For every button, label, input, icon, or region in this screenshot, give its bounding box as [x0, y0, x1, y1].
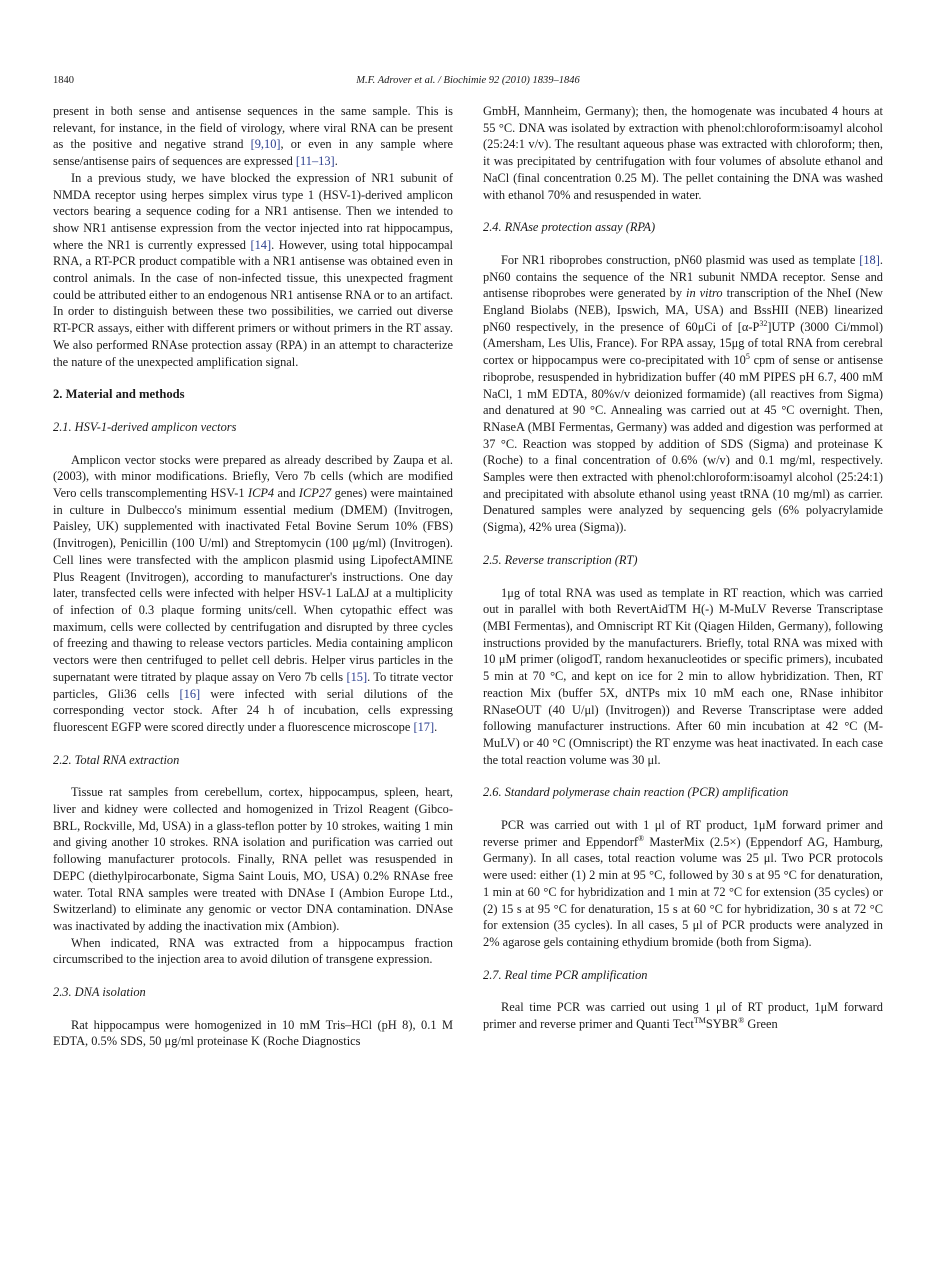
intro-paragraph-1: present in both sense and antisense sequences in the same sample. This is relevant, for instance, in the field of virology, where viral RNA can be present as the positive and negative strand [9,10], or even in any sample where sense/antisense pairs of sequences are expressed [11–13]. — [53, 104, 453, 169]
page-number: 1840 — [53, 75, 74, 86]
citation-link[interactable]: [16] — [179, 686, 201, 701]
body-paragraph: Amplicon vector stocks were prepared as already described by Zaupa et al. (2003), with minor modifications. Briefly, Vero 7b cells (which are modified Vero cells transcomplementing HSV-1 ICP4 and ICP27 genes) were maintained in culture in Dulbecco's minimum essential medium (DMEM) (Invitrogen, Paisley, UK) supplemented with inactivated Fetal Bovine Serum 10% (FBS) (Invitrogen), Penicillin (100 U/ml) and Streptomycin (100 μg/ml) (Invitrogen). Cell lines were transfected with the amplicon plasmid using LipofectAMINE Plus Reagent (Invitrogen), according to manufacturer's instructions. One day later, transfected cells were infected with helper HSV-1 LaLΔJ at a multiplicity of infection of 0.3 plaque forming units/cell. When cytopathic effect was maximum, cells were collected by centrifugation and disrupted by three cycles of freezing and thawing to release vectors particles. Media containing amplicon vectors were then centrifuged to pellet cell debris. Helper virus particles in the supernatant were titrated by plaque assay on Vero 7b cells [15]. To titrate vector particles, Gli36 cells [16] were infected with serial dilutions of the corresponding vector stock. After 24 h of incubation, cells expressing fluorescent EGFP were scored directly under a fluorescence microscope [17]. — [53, 452, 453, 734]
subsection-heading: 2.4. RNAse protection assay (RPA) — [483, 220, 656, 235]
citation-link[interactable]: [9,10] — [250, 137, 281, 152]
body-paragraph: Real time PCR was carried out using 1 μl of RT product, 1μM forward primer and reverse primer and Quanti Tect™SYBR® Green — [483, 1000, 883, 1032]
intro-paragraph-2: In a previous study, we have blocked the expression of NR1 subunit of NMDA receptor using herpes simplex virus type 1 (HSV-1)-derived amplicon vectors bearing a sequence coding for a NR1 antisense. Then we intended to show NR1 antisense expression from the vector injected into rat hippocampus, where the NR1 is currently expressed [14]. However, using total hippocampal RNA, a RT-PCR product compatible with a NR1 antisense was obtained even in control animals. In the case of non-infected tissue, this unexpected fragment could be attributed either to an endogenous NR1 antisense RNA or to an artifact. In order to distinguish between these two possibilities, we carried out diverse RT-PCR assays, either with different primers or without primers in the RT assay. We also performed RNAse protection assay (RPA) in an attempt to characterize the nature of the unexpected amplification signal. — [53, 170, 454, 369]
citation-link[interactable]: [14] — [250, 237, 272, 252]
running-head — [53, 74, 883, 88]
citation-link[interactable]: [18] — [859, 252, 880, 267]
citation-link[interactable]: [17] — [413, 719, 435, 734]
body-paragraph: GmbH, Mannheim, Germany); then, the homogenate was incubated 4 hours at 55 °C. DNA was isolated by extraction with phenol:chloroform:isoamyl alcohol (25:24:1 v/v). The resultant aqueous phase was extracted with chloroform; then, it was precipitated by centrifugation with four volumes of absolute ethanol and NaCl (final concentration 0.25 M). The pellet containing the DNA was washed with ethanol 70% and resuspended in water. — [483, 104, 883, 202]
right-column — [483, 103, 883, 1033]
subsection-heading: 2.5. Reverse transcription (RT) — [483, 552, 638, 567]
body-paragraph: PCR was carried out with 1 μl of RT product, 1μM forward primer and reverse primer and Eppendorf® MasterMix (2.5×) (Eppendorf AG, Hamburg, Germany). In all cases, total reaction volume was 25 μl. Two PCR protocols were used: either (1) 2 min at 95 °C, followed by 30 s at 95 °C for denaturation, 1 min at 60 °C for hybridization and 1 min at 72 °C for extension (35 cycles) or (2) 15 s at 95 °C for denaturation, 15 s at 60 °C for hybridization, 30 s at 72 °C for extension (35 cycles). In all cases, 5 μl of PCR products were analyzed in 2% agarose gels containing ethydium bromide (both from Sigma). — [483, 818, 883, 949]
subsection-heading: 2.3. DNA isolation — [53, 985, 146, 1000]
body-paragraph: Tissue rat samples from cerebellum, cortex, hippocampus, spleen, heart, liver and kidney were collected and homogenized in Trizol Reagent (Gibco-BRL, Rockville, Md, USA) in a glass-teflon potter by 10 strokes, waiting 1 min and giving another 10 strokes. RNA isolation and purification was carried out following manufacturer protocols. Finally, RNA pellet was resuspended in DEPC (diethylpirocarbonate, Sigma Saint Louis, MO, USA) 0.2% RNAse free water. Total RNA samples were treated with DNAse I (Ambion Europe Ltd., Switzerland) to eliminate any genomic or vector DNA contamination. DNAse was inactivated by adding the inactivation mix (Ambion). — [53, 785, 453, 933]
citation-link[interactable]: [15] — [346, 669, 368, 684]
subsection-heading: 2.2. Total RNA extraction — [53, 752, 180, 767]
subsection-heading: 2.6. Standard polymerase chain reaction (PCR) amplification — [483, 785, 789, 800]
journal-citation: M.F. Adrover et al. / Biochimie 92 (2010) 1839–1846 — [356, 75, 580, 86]
left-column — [53, 103, 453, 1050]
body-paragraph: Rat hippocampus were homogenized in 10 mM Tris–HCl (pH 8), 0.1 M EDTA, 0.5% SDS, 50 μg/ml proteinase K (Roche Diagnostics — [53, 1017, 453, 1049]
citation-link[interactable]: [11–13] — [295, 154, 335, 169]
subsection-heading: 2.1. HSV-1-derived amplicon vectors — [53, 419, 237, 434]
section-heading: 2. Material and methods — [53, 387, 185, 402]
body-paragraph: When indicated, RNA was extracted from a hippocampus fraction circumscribed to the injection area to avoid dilution of transgene expression. — [53, 935, 453, 967]
body-paragraph: For NR1 riboprobes construction, pN60 plasmid was used as template [18]. pN60 contains the sequence of the NR1 subunit NMDA receptor. Sense and antisense riboprobes were generated by in vitro transcription of the NheI (New England Biolabs (NEB), Ipswich, MA, USA) and BssHII (NEB) linearized pN60 respectively, in the presence of 60μCi of $[\alpha-P^{32}]UTP$ (3000 Ci/mmol) (Amersham, Les Ulis, France). For RPA assay, 15μg of total RNA from cerebral cortex or hippocampus were co-precipitated with $10^5$ cpm of sense or antisense riboprobe, resuspended in hybridization buffer (40 mM PIPES pH 6.7, 400 mM NaCl, 1 mM EDTA, 80%v/v deionized formamide) (all reactives from Sigma) and denatured at 90 °C. Annealing was carried out at 45 °C overnight. Then, RNaseA (MBI Fermentas, Germany) was added and digestion was performed at 37 °C. Reaction was stopped by addition of SDS (Sigma) and proteinase K (Roche) to a final concentration of 0.6% (w/v) and 0.1 mg/ml, respectively. Samples were then extracted with phenol:chloroform:isoamyl alcohol (25:24:1) and precipitated with absolute ethanol using yeast tRNA (10 mg/ml) as carrier. Denatured samples were analyzed by sequencing gels (6% polyacrylamide (Sigma), 42% urea (Sigma)). — [483, 252, 883, 535]
body-paragraph: 1μg of total RNA was used as template in RT reaction, which was carried out in parallel with both RevertAidTM H(-) M-MuLV Reverse Transcriptase (MBI Fermentas), and Omniscript RT Kit (Qiagen Hilden, Germany), following instructions provided by the manufacturers. Briefly, total RNA was mixed with 10 μM primer (oligodT, random hexanucleotides or specific primers), incubated 5 min at 70 °C, and kept on ice for 2 min to allow hybridization. Then, RT reaction Mix (buffer 5X, dNTPs mix 10 mM each one, RNase inhibitor RNaseOUT (40 U/μl) (Invitrogen)) and Reverse Transcriptase were added following manufacturer instructions. After 60 min incubation at 42 °C (M-MuLV) or 40 °C (Omniscript) the RT enzyme was heat inactivated. In each case the total reaction volume was 30 μl. — [483, 585, 883, 767]
subsection-heading: 2.7. Real time PCR amplification — [483, 967, 648, 982]
